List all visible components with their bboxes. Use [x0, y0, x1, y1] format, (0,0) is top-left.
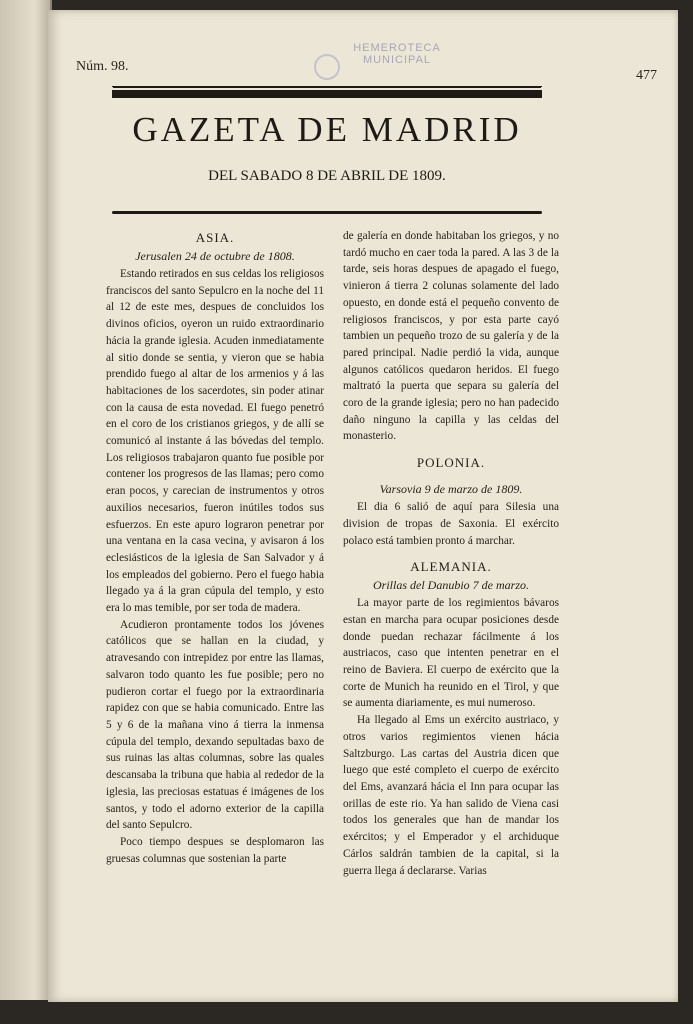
header-divider-rule — [112, 211, 542, 214]
dateline-jerusalen: Jerusalen 24 de octubre de 1808. — [135, 249, 295, 263]
library-stamp — [312, 42, 482, 66]
article-paragraph: La mayor parte de los regimientos bávaros estan en marcha para ocupar posiciones desde donde puedan rechazar fácilmente á los austriacos, caso que intenten penetrar en el reino de Baviera. El cuerpo de exército que la corte de Munich ha reunido en el Tirol, y que se aumenta diariamente, es mui numeroso. — [343, 597, 559, 710]
masthead-rule-thick — [112, 90, 542, 98]
issue-dateline: DEL SABADO 8 DE ABRIL DE 1809. — [208, 168, 446, 184]
newspaper-title: GAZETA DE MADRID — [132, 110, 522, 149]
section-heading-alemania: ALEMANIA. — [410, 559, 492, 575]
section-heading-asia: ASIA. — [195, 230, 235, 245]
stamp-line-1: HEMEROTECA — [353, 42, 441, 54]
article-paragraph-continued: de galería en donde habitaban los griegos, y no tardó mucho en caer toda la pared. A las 3 de la tarde, seis horas despues de apagado el fuego, vinieron á tierra 2 colunas solamente del lado opuesto, en donde está el pequeño convento de religiosos franciscos, y por esta parte cayó tambien un pequeño trozo de su galería y de la pared principal. Nadie perdió la vida, aunque algunos católicos quedaron heridos. El fuego maltrató la puerta que separa su galería del coro de la grande iglesia; pero no han padecido daño ninguno la capilla y las celdas del monasterio. — [343, 230, 559, 443]
page-number: 477 — [636, 68, 657, 83]
article-paragraph: Ha llegado al Ems un exército austriaco, y otros varios regimientos vienen hácia Saltzburgo. Las cartas del Austria dicen que luego que esté completo el cuerpo de exército del Ems, avanzará hácia el Inn para ocupar las orillas de este rio. Ya han salido de Viena casi todos los generales que han de mandar los exércitos; y el Emperador y el archiduque Cárlos saldrán tambien de la capital, si la guerra llega á declararse. Varias — [343, 714, 559, 877]
dateline-varsovia: Varsovia 9 de marzo de 1809. — [379, 482, 523, 497]
dateline-danubio: Orillas del Danubio 7 de marzo. — [373, 578, 529, 593]
masthead-rule-thin — [112, 86, 542, 87]
article-paragraph: Acudieron prontamente todos los jóvenes católicos que se hallan en la ciudad, y atravesando con intrepidez por entre las llamas, salvaron todo quanto les fue posible; pero no pudieron cortar el fuego por la extraordinaria rapidez con que se habia comunicado. Entre las 5 y 6 de la mañana vino á tierra la inmensa cúpula del templo, dexando sepultadas baxo de sus ruinas las altas columnas, sobre las quales descansaba la tribuna que habia al rededor de la iglesia, las preciosas estatuas é imágenes de los santos, y todo el adorno exterior de la capilla del santo Sepulcro. — [106, 618, 324, 832]
facing-page-edge — [0, 0, 52, 1000]
section-heading-polonia: POLONIA. — [416, 455, 486, 471]
left-column — [106, 228, 324, 867]
issue-number: Núm. 98. — [76, 59, 129, 74]
stamp-line-2: MUNICIPAL — [362, 54, 432, 66]
article-paragraph: Poco tiempo despues se desplomaron las gruesas columnas que sostenian la parte — [106, 835, 324, 865]
article-paragraph: El dia 6 salió de aquí para Silesia una division de tropas de Saxonia. El exército polaco está tambien pronto á marchar. — [343, 501, 559, 547]
right-column — [343, 228, 559, 879]
article-paragraph: Estando retirados en sus celdas los religiosos franciscos del santo Sepulcro en la noche del 11 al 12 de este mes, despues de concluidos los divinos oficios, oyeron un ruido extraordinario hácia la grande iglesia. Acuden inmediatamente al sitio donde se sentia, y vieron que se habia prendido fuego al altar de los armenios y á las habitaciones de los sacerdotes, sin poder atinar con la causa de esta novedad. El fuego penetró en el coro de los cristianos griegos, y de allí se comunicó al instante á las bóvedas del templo. Los religiosos trabajaron quanto fue posible por contener los progresos de las llamas; pero como eran pocos, y carecian de instrumentos y otros auxilios necesarios, fueron inútiles todos sus esfuerzos. En este apuro lograron penetrar por una ventana en la casa vecina, y avisaron á los eclesiásticos de la iglesia de San Salvador y á los empleados del gobierno. Pero el fuego habia llegado ya á la gran cúpula del templo, y esto era lo mas temible, por ser toda de madera. — [106, 268, 324, 615]
